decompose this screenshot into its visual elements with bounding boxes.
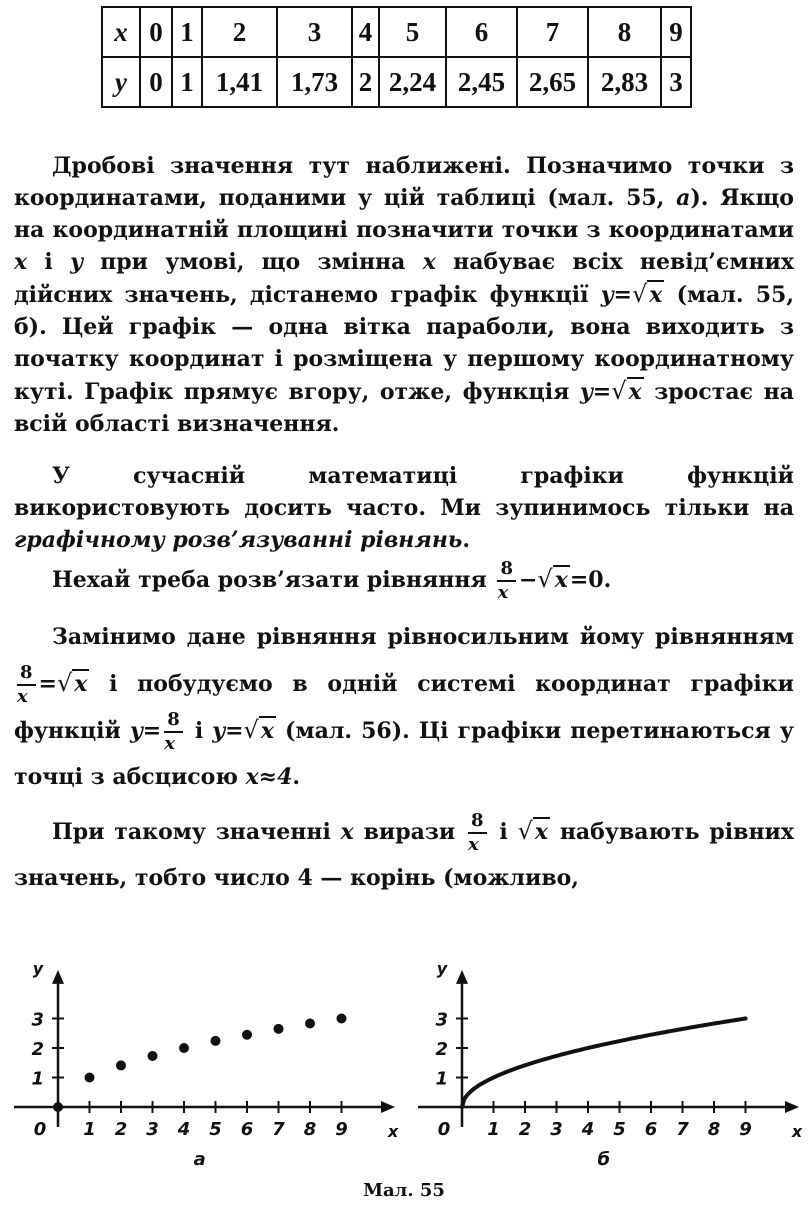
sqrt-expression: √x xyxy=(611,377,642,405)
values-table xyxy=(101,6,692,108)
paragraph-equivalent-equation: Замінимо дане рівняння рівносильним йому рівнянням $\frac{8}{x}$ =√x і побудуємо в одній системі координат графіки функцій y= $\frac{8}{x}$ і y=√x (мал. 56). Ці графіки перетинаються у точці з абсцисою x≈4. xyxy=(14,624,794,790)
sqrt-expression: √x xyxy=(243,716,274,744)
data-point xyxy=(179,1043,189,1053)
panel-label: б xyxy=(597,1149,611,1170)
table-cell: 7 xyxy=(517,7,588,57)
table-cell: 1 xyxy=(172,7,202,57)
table-cell: 8 xyxy=(588,7,661,57)
x-axis-arrow xyxy=(381,1101,395,1113)
y-tick-label: 3 xyxy=(435,1009,448,1031)
table-cell: 3 xyxy=(661,57,691,107)
x-tick-label: 3 xyxy=(550,1119,563,1140)
x-tick-label: 2 xyxy=(114,1119,128,1140)
table-cell: 2 xyxy=(352,57,379,107)
x-tick-label: 5 xyxy=(613,1119,626,1140)
x-tick-label: 8 xyxy=(707,1119,721,1140)
origin-label: 0 xyxy=(33,1119,47,1140)
x-tick-label: 6 xyxy=(644,1119,658,1140)
data-point xyxy=(337,1014,347,1024)
data-point xyxy=(85,1073,95,1083)
x-tick-label: 3 xyxy=(146,1119,159,1140)
x-tick-label: 5 xyxy=(209,1119,222,1140)
data-point xyxy=(242,1030,252,1040)
table-cell: 2,65 xyxy=(517,57,588,107)
table-cell: 3 xyxy=(277,7,352,57)
table-cell: 1 xyxy=(172,57,202,107)
table-cell: 9 xyxy=(661,7,691,57)
table-cell: 2,24 xyxy=(379,57,446,107)
paragraph-graph-description: Дробові значення тут наближені. Позначимо точки з координатами, поданими у цій таблиці (мал. 55, а). Якщо на координатній площині позначити точки з координатами x і y при умові, що змінна x набуває всіх невід’ємних дійсних значень, дістанемо графік функції y=√x (мал. 55, б). Цей графік — одна вітка параболи, вона виходить з початку координат і розміщена у першому координатному куті. Графік прямує вгору, отже, функція y=√x зростає на всій області визначення. xyxy=(14,153,795,437)
fraction: $\frac{8}{x}$ xyxy=(468,812,487,854)
chart-a-sqrt-points xyxy=(0,930,404,1180)
y-tick-label: 2 xyxy=(31,1039,44,1060)
paragraph-intro-graphical-solving: У сучасній математиці графіки функцій використовують досить часто. Ми зупинимось тільки на графічному розв’язуванні рівнянь. xyxy=(14,463,794,553)
fraction: $\frac{8}{x}$ xyxy=(497,560,516,602)
figure-caption: Мал. 55 xyxy=(363,1180,445,1201)
x-axis-label: x xyxy=(387,1122,399,1141)
table-cell: 2,83 xyxy=(588,57,661,107)
sqrt-expression: √x xyxy=(517,817,548,845)
data-point xyxy=(305,1019,315,1029)
fraction: $\frac{8}{x}$ xyxy=(17,664,36,706)
y-tick-label: 3 xyxy=(31,1009,44,1031)
data-point xyxy=(53,1102,63,1112)
x-tick-label: 1 xyxy=(83,1119,96,1140)
origin-label: 0 xyxy=(437,1119,451,1140)
x-tick-label: 7 xyxy=(676,1119,689,1140)
table-row-y xyxy=(102,57,691,107)
table-cell: 5 xyxy=(379,7,446,57)
x-axis-label: x xyxy=(791,1122,803,1141)
x-tick-label: 8 xyxy=(303,1119,317,1140)
x-tick-label: 4 xyxy=(581,1119,595,1140)
x-tick-label: 4 xyxy=(177,1119,191,1140)
x-tick-label: 9 xyxy=(335,1119,348,1140)
table-cell: 0 xyxy=(140,7,172,57)
table-cell: 4 xyxy=(352,7,379,57)
y-axis-arrow xyxy=(52,970,64,984)
sqrt-expression: √x xyxy=(56,669,88,697)
y-tick-label: 1 xyxy=(435,1068,448,1090)
data-point xyxy=(211,1036,221,1046)
y-axis-label: y xyxy=(32,958,44,978)
x-tick-label: 7 xyxy=(272,1119,285,1140)
table-cell: 2 xyxy=(202,7,277,57)
x-tick-label: 6 xyxy=(240,1119,254,1140)
paragraph-root-conclusion: При такому значенні x вирази $\frac{8}{x}$ і √x набувають рівних значень, тобто число 4 — корінь (можливо, xyxy=(14,810,794,891)
sqrt-expression: √x xyxy=(537,565,568,593)
x-tick-label: 2 xyxy=(518,1119,532,1140)
y-tick-label: 1 xyxy=(31,1068,44,1090)
chart-b-sqrt-curve xyxy=(404,930,808,1180)
sqrt-curve xyxy=(462,1019,746,1108)
data-point xyxy=(148,1051,158,1061)
y-axis-label: y xyxy=(436,958,448,978)
data-point xyxy=(116,1060,126,1070)
paragraph-equation: Нехай треба розв’язати рівняння $\frac{8}{x}$ −√x=0. xyxy=(52,558,612,603)
table-cell: 6 xyxy=(446,7,517,57)
table-header-y: y xyxy=(102,57,140,107)
table-cell: 1,73 xyxy=(277,57,352,107)
x-axis-arrow xyxy=(785,1101,799,1113)
table-cell: 2,45 xyxy=(446,57,517,107)
table-cell: 0 xyxy=(140,57,172,107)
sqrt-expression: √x xyxy=(631,280,663,308)
data-point xyxy=(274,1024,284,1034)
table-header-x: x xyxy=(102,7,140,57)
y-axis-arrow xyxy=(456,970,468,984)
table-cell: 1,41 xyxy=(202,57,277,107)
x-tick-label: 1 xyxy=(487,1119,500,1140)
table-row-x xyxy=(102,7,691,57)
fraction: $\frac{8}{x}$ xyxy=(164,711,183,753)
y-tick-label: 2 xyxy=(435,1039,448,1060)
panel-label: а xyxy=(193,1149,206,1170)
x-tick-label: 9 xyxy=(739,1119,752,1140)
